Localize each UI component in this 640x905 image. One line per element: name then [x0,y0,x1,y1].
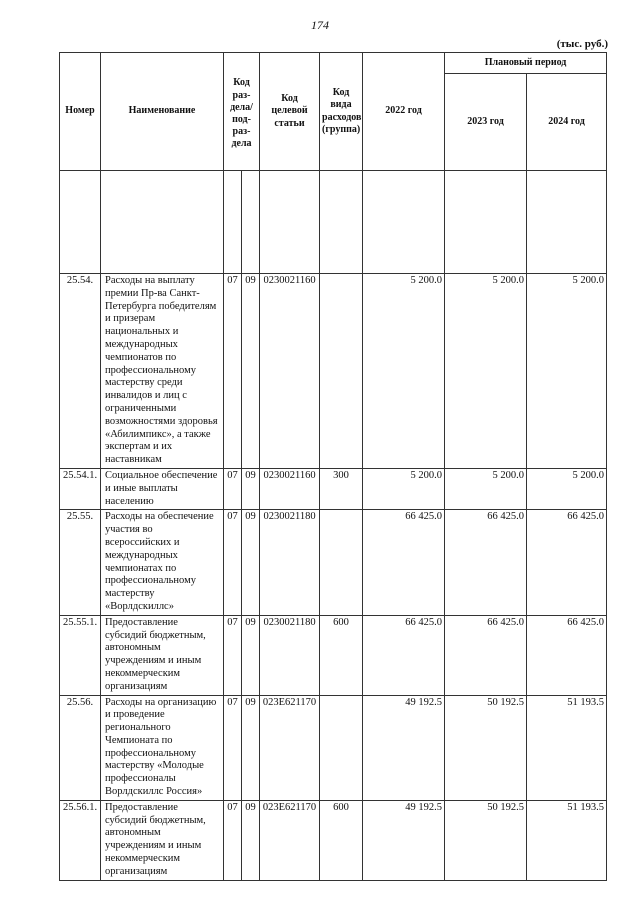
row-name: Расходы на обеспечение участия во всероссийских и международных чемпионатах по профессиональному мастерству «Ворлдскиллс» [101,510,224,615]
row-target-code: 0230021160 [260,468,320,509]
row-value-2023: 50 192.5 [445,695,527,800]
row-value-2023: 66 425.0 [445,510,527,615]
row-value-2023: 5 200.0 [445,274,527,469]
row-name: Расходы на организацию и проведение регионального Чемпионата по профессиональному мастерству «Молодые профессионалы Ворлдскиллс Россия» [101,695,224,800]
row-expense-type: 600 [320,615,363,695]
row-name: Предоставление субсидий бюджетным, автономным учреждениям и иным некоммерческим организациям [101,800,224,880]
row-section-code: 07 [224,274,242,469]
row-expense-type [320,274,363,469]
row-target-code: 0230021180 [260,510,320,615]
table-row [60,510,607,615]
row-section-code: 07 [224,800,242,880]
row-value-2023: 66 425.0 [445,615,527,695]
row-number: 25.55. [60,510,101,615]
row-value-2022: 66 425.0 [363,510,445,615]
header-planning-period: Плановый период [445,53,607,74]
row-number: 25.56.1. [60,800,101,880]
row-section-code: 07 [224,695,242,800]
row-value-2024: 51 193.5 [527,800,607,880]
row-name: Расходы на выплату премии Пр-ва Санкт-Петербурга победителям и призерам национальных и международных чемпионатов по профессиональному мастерству среди инвалидов и лиц с ограниченными возможностями здоровья «Абилимпикс», а также экспертам и их наставникам [101,274,224,469]
row-section-code: 07 [224,615,242,695]
header-year-2022: 2022 год [363,53,445,171]
row-number: 25.56. [60,695,101,800]
row-target-code: 023Е621170 [260,695,320,800]
row-number: 25.54. [60,274,101,469]
spacer-row [60,171,607,274]
row-value-2022: 49 192.5 [363,800,445,880]
row-target-code: 0230021160 [260,274,320,469]
row-value-2024: 51 193.5 [527,695,607,800]
row-value-2024: 66 425.0 [527,510,607,615]
header-expense-type: Код вида расходов (группа) [320,53,363,171]
row-expense-type [320,510,363,615]
row-subsection-code: 09 [242,695,260,800]
row-value-2023: 50 192.5 [445,800,527,880]
row-expense-type: 600 [320,800,363,880]
row-target-code: 0230021180 [260,615,320,695]
row-value-2023: 5 200.0 [445,468,527,509]
header-number: Номер [60,53,101,171]
row-value-2024: 66 425.0 [527,615,607,695]
row-value-2024: 5 200.0 [527,274,607,469]
header-year-2023: 2023 год [445,74,527,171]
row-subsection-code: 09 [242,274,260,469]
units-label: (тыс. руб.) [556,38,608,50]
header-section-code: Код раз-дела/ под-раз-дела [224,53,260,171]
row-value-2022: 66 425.0 [363,615,445,695]
row-target-code: 023Е621170 [260,800,320,880]
table-row [60,468,607,509]
row-number: 25.55.1. [60,615,101,695]
row-subsection-code: 09 [242,615,260,695]
row-number: 25.54.1. [60,468,101,509]
table-row [60,800,607,880]
row-value-2022: 5 200.0 [363,274,445,469]
header-row [60,53,607,74]
row-subsection-code: 09 [242,800,260,880]
budget-table [59,52,607,881]
row-value-2024: 5 200.0 [527,468,607,509]
table-row [60,615,607,695]
row-value-2022: 5 200.0 [363,468,445,509]
header-year-2024: 2024 год [527,74,607,171]
row-value-2022: 49 192.5 [363,695,445,800]
table-row [60,695,607,800]
header-name: Наименование [101,53,224,171]
row-section-code: 07 [224,510,242,615]
header-target-code: Код целевой статьи [260,53,320,171]
row-subsection-code: 09 [242,510,260,615]
table-row [60,274,607,469]
page-number: 174 [311,18,329,32]
row-section-code: 07 [224,468,242,509]
row-name: Социальное обеспечение и иные выплаты населению [101,468,224,509]
row-name: Предоставление субсидий бюджетным, автономным учреждениям и иным некоммерческим организациям [101,615,224,695]
row-expense-type [320,695,363,800]
row-subsection-code: 09 [242,468,260,509]
row-expense-type: 300 [320,468,363,509]
